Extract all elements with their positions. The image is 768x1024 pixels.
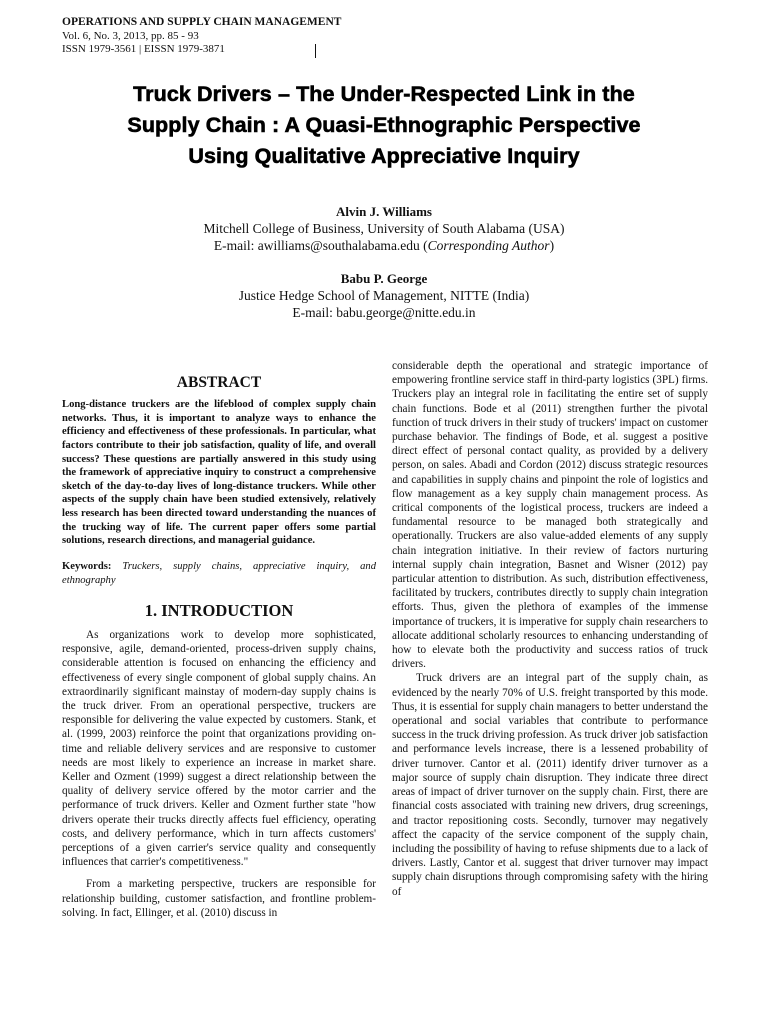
journal-issn: ISSN 1979-3561 | EISSN 1979-3871 [62, 43, 225, 55]
abstract-heading: ABSTRACT [176, 374, 262, 391]
title-line-3: Using Qualitative Appreciative Inquiry [188, 144, 580, 168]
author-email[interactable]: E-mail: awilliams@southalabama.edu [213, 238, 420, 253]
author-email-line: E-mail: awilliams@southalabama.edu (Corresponding Author) [213, 238, 555, 253]
issn-divider [315, 44, 316, 58]
intro-paragraph-4: Truck drivers are an integral part of the supply chain, as evidenced by the nearly 70% of U.S. freight transported by this mode. Thus, it is essential for supply chain managers to better understand the operational and social variables that contribute to performance success in the truck driving profession. As truck driver job satisfaction and performance levels increase, there is a lessened probability of driver turnover. Cantor et al. (2011) identify driver turnover as a major source of supply chain disruption. They indicate three direct areas of impact of driver turnover on the supply chain. First, there are financial costs associated with training new drivers, drug screenings, and tractor repositioning costs. Secondly, turnover may negatively affect the capacity of the service component of the supply chain, including the possibility of having to refuse shipments due to a lack of drivers. Lastly, Cantor et al. suggest that driver turnover may impact supply chain disruptions through compromising safety with the hiring of [392, 672, 708, 898]
abstract-text: Long-distance truckers are the lifeblood of complex supply chain networks. Thus, it is important to analyze ways to enhance the efficiency and effectiveness of these professionals. In particular, what factors contribute to their job satisfaction, quality of life, and overall success? These questions are partially answered in this study using the framework of appreciative inquiry to construct a comprehensive sketch of the day-to-day lives of long-distance truckers. While other aspects of the supply chain have been studied extensively, relatively less research has been directed toward understanding the nuances of the trucking way of life. The current paper offers some partial solutions, research directions, and managerial guidance. [62, 399, 376, 547]
journal-volume: Vol. 6, No. 3, 2013, pp. 85 - 93 [62, 29, 199, 42]
paper-title [40, 79, 728, 172]
intro-paragraph-1: As organizations work to develop more sophisticated, responsive, agile, demand-oriented, process-driven supply chains, considerable attention is focused on enhancing the efficiency and effectiveness of every single component of global supply chains. An extraordinarily significant mainstay of modern-day supply chains is the truck driver. From an operational perspective, truckers are responsible for delivering the value expected by customers. Stank, et al. (1999, 2003) reinforce the point that organizations providing on-time and reliable delivery services and are responsive to customer needs are most likely to experience an increase in market share. Keller and Ozment (1999) suggest a direct relationship between the quality of delivery service offered by the motor carrier and the performance of truck drivers. Keller and Ozment further state "how drivers operate their trucks directly affects fuel efficiency, operating costs, and delivery performance, which in turn affects customers' perceptions of a given carrier's service quality and consequently influences that carrier's competitiveness." [62, 628, 376, 869]
left-column [62, 368, 376, 920]
intro-paragraph-3: considerable depth the operational and strategic importance of empowering frontline service staff in third-party logistics (3PL) firms. Truckers play an integral role in facilitating the entire set of supply chain functions. Bode et al (2011) strengthen further the pivotal function of truck drivers in their study of truckers' impact on customer purchase behavior. The findings of Bode, et al. suggest a positive direct effect of personal contact quality, as provided by a delivery person, on sales. Abadi and Cordon (2012) discuss strategic resources and capabilities in supply chains and pinpoint the role of logistics and flow management as a key supply chain management process. As critical components of the logistical process, truckers are indeed a fundamental resource to be managed both strategically and operationally. Truckers are also value-added elements of any supply chain integration initiative. In their review of factors nurturing internal supply chain integration, Basnet and Wisner (2012) pay particular attention to distribution. As such, distribution effectiveness, facilitated by truckers, contributes directly to supply chain integration efforts. Thus, given the plethora of examples of the immense importance of truckers, it is imperative for supply chain researchers to allocate additional scholarly resources to enhancing understanding of how to elevate both the productivity and success ratios of truck drivers. [392, 360, 708, 671]
author-affiliation: Justice Hedge School of Management, NITTE (India) [238, 288, 530, 303]
author-block [40, 203, 728, 321]
author-gap [40, 254, 728, 270]
corresponding-note: Corresponding Author [427, 238, 550, 253]
title-line-2: Supply Chain : A Quasi-Ethnographic Perspective [127, 113, 641, 137]
author-affiliation: Mitchell College of Business, University of South Alabama (USA) [203, 221, 565, 236]
right-column [392, 359, 708, 899]
introduction-heading: 1. INTRODUCTION [144, 600, 294, 620]
intro-paragraph-2: From a marketing perspective, truckers are responsible for relationship building, customer satisfaction, and frontline problem-solving. In fact, Ellinger, et al. (2010) discuss in [62, 878, 376, 919]
keywords-label: Keywords: [62, 560, 112, 572]
keywords [62, 560, 376, 588]
author-name: Alvin J. Williams [336, 204, 432, 219]
title-line-1: Truck Drivers – The Under-Respected Link in the [133, 82, 635, 106]
journal-name: OPERATIONS AND SUPPLY CHAIN MANAGEMENT [62, 16, 342, 28]
journal-header [62, 16, 341, 57]
author-email[interactable]: E-mail: babu.george@nitte.edu.in [292, 305, 476, 320]
author-name: Babu P. George [340, 271, 428, 286]
keywords-text: Truckers, supply chains, appreciative inquiry, and ethnography [62, 560, 377, 586]
